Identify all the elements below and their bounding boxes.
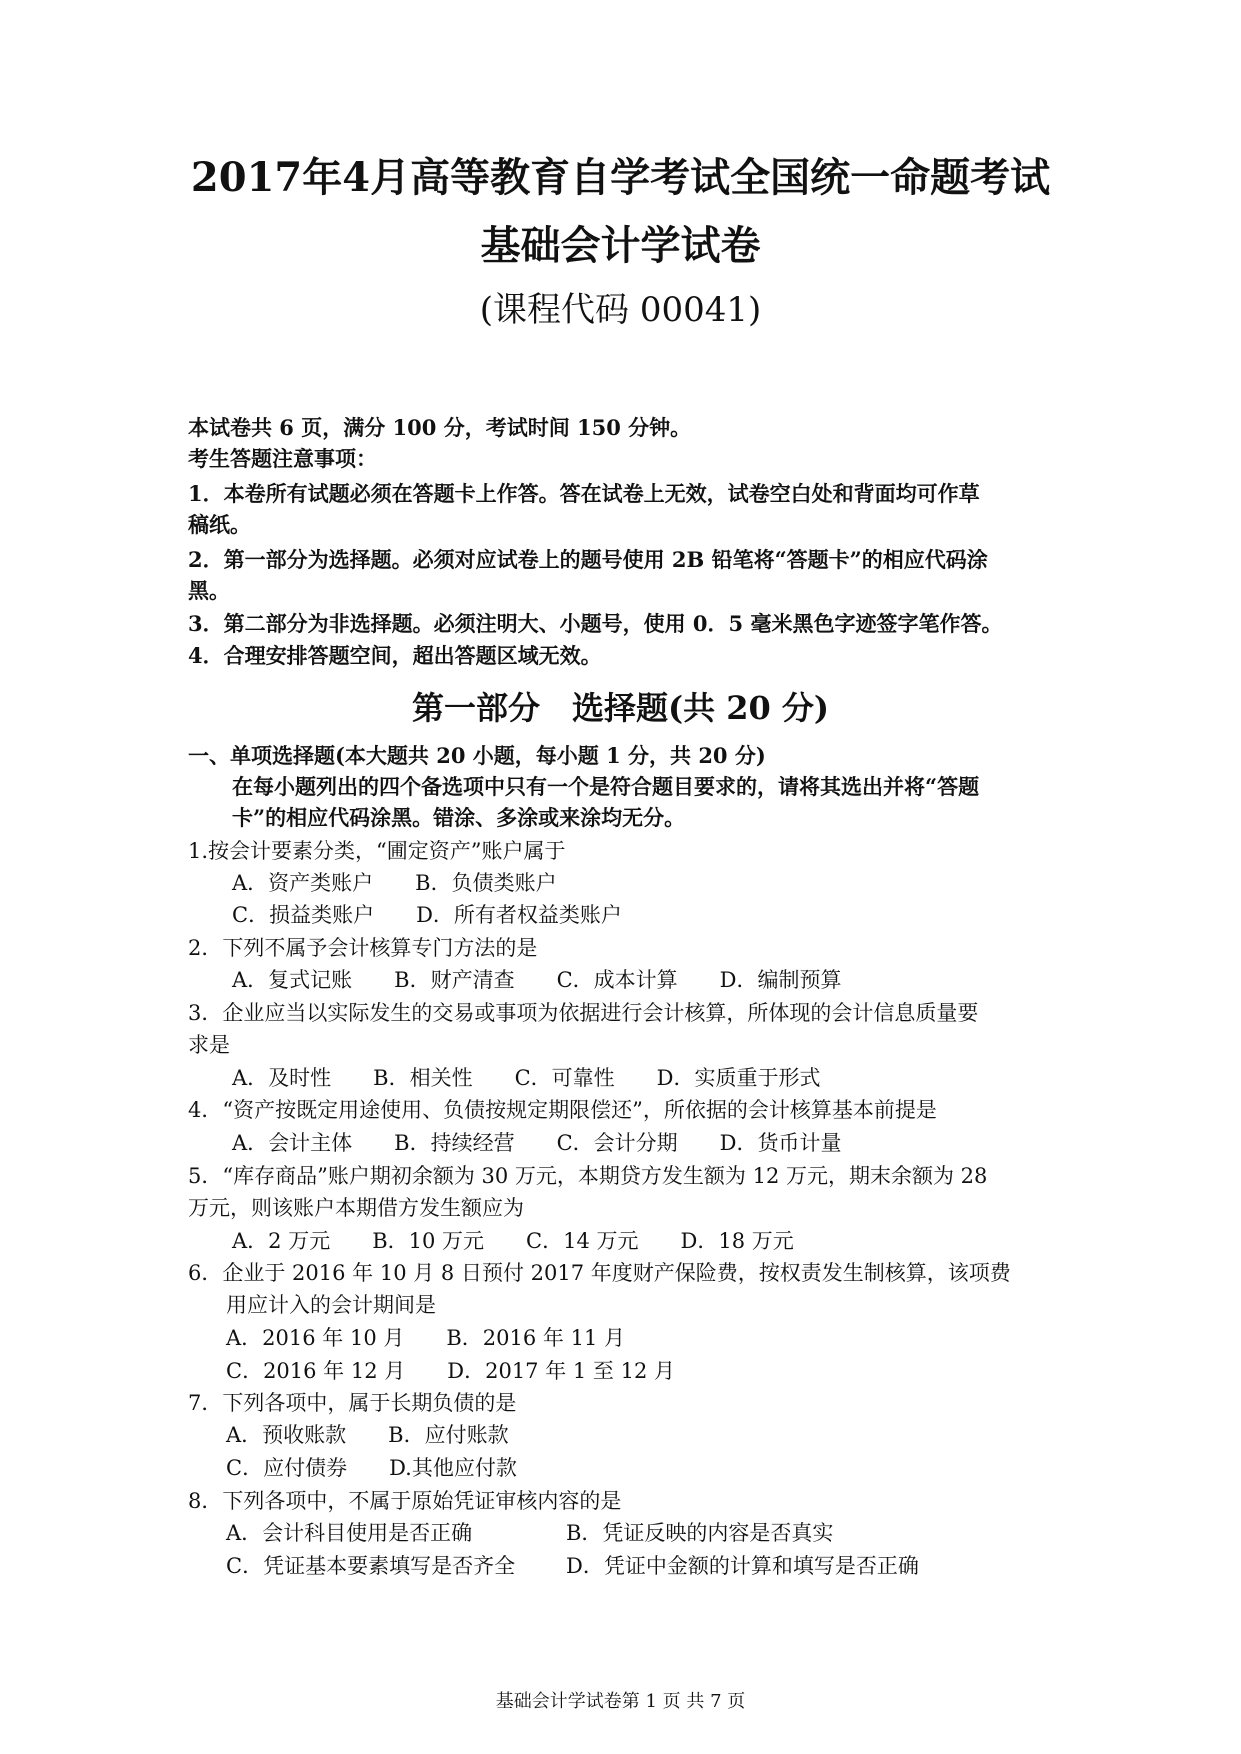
question-1-options-ab: A．资产类账户 B．负债类账户 — [232, 871, 557, 895]
notice-item-2-cont: 黑。 — [188, 578, 230, 603]
question-7-options-ab: A．预收账款 B．应付账款 — [226, 1423, 509, 1447]
question-6: 6．企业于 2016 年 10 月 8 日预付 2017 年度财产保险费，按权责发生制核算，该项费 — [188, 1261, 1011, 1285]
question-2-options: A．复式记账 B．财产清查 C．成本计算 D．编制预算 — [232, 968, 842, 992]
notice-item-3: 3．第二部分为非选择题。必须注明大、小题号，使用 0．5 毫米黑色字迹签字笔作答。 — [188, 611, 1003, 636]
question-3: 3．企业应当以实际发生的交易或事项为依据进行会计核算，所体现的会计信息质量要 — [188, 1001, 979, 1025]
course-code: (课程代码 00041) — [479, 290, 762, 330]
question-8-option-c: C．凭证基本要素填写是否齐全 — [226, 1554, 516, 1578]
question-2: 2．下列不属予会计核算专门方法的是 — [188, 936, 538, 960]
question-8-option-b: B．凭证反映的内容是否真实 — [566, 1521, 834, 1545]
question-5-cont: 万元，则该账户本期借方发生额应为 — [188, 1196, 524, 1220]
page-footer: 基础会计学试卷第 1 页 共 7 页 — [495, 1691, 746, 1712]
section-instruction-cont: 卡”的相应代码涂黑。错涂、多涂或来涂均无分。 — [232, 805, 686, 830]
question-8-option-d: D．凭证中金额的计算和填写是否正确 — [566, 1554, 919, 1578]
question-1: 1.按会计要素分类，“圃定资产”账户属于 — [188, 839, 566, 863]
question-1-options-cd: C．损益类账户 D．所有者权益类账户 — [232, 903, 622, 927]
exam-subtitle: 基础会计学试卷 — [480, 222, 761, 269]
question-4-options: A．会计主体 B．持续经营 C．会计分期 D．货币计量 — [232, 1131, 842, 1155]
question-7: 7．下列各项中，属于长期负债的是 — [188, 1391, 517, 1415]
question-3-options: A．及时性 B．相关性 C．可靠性 D．实质重于形式 — [232, 1066, 821, 1090]
section-instruction: 在每小题列出的四个备选项中只有一个是符合题目要求的，请将其选出并将“答题 — [232, 774, 980, 799]
part-heading: 第一部分 选择题(共 20 分) — [411, 689, 830, 727]
question-8-option-a: A．会计科目使用是否正确 — [226, 1521, 473, 1545]
question-8: 8．下列各项中，不属于原始凭证审核内容的是 — [188, 1489, 622, 1513]
question-5-options: A．2 万元 B．10 万元 C．14 万元 D．18 万元 — [232, 1229, 794, 1253]
question-7-options-cd: C．应付债券 D.其他应付款 — [226, 1456, 517, 1480]
question-5: 5．“库存商品”账户期初余额为 30 万元，本期贷方发生额为 12 万元，期末余额为 28 — [188, 1164, 988, 1188]
notice-item-1: 1．本卷所有试题必须在答题卡上作答。答在试卷上无效，试卷空白处和背面均可作草 — [188, 481, 980, 506]
section-heading: 一、单项选择题(本大题共 20 小题，每小题 1 分，共 20 分) — [188, 743, 766, 768]
question-6-options-cd: C．2016 年 12 月 D．2017 年 1 至 12 月 — [226, 1359, 675, 1383]
notice-item-1-cont: 稿纸。 — [188, 512, 251, 537]
question-3-cont: 求是 — [188, 1033, 230, 1057]
exam-title: 2017年4月高等教育自学考试全国统一命题考试 — [190, 154, 1051, 201]
question-6-options-ab: A．2016 年 10 月 B．2016 年 11 月 — [226, 1326, 625, 1350]
notice-item-2: 2．第一部分为选择题。必须对应试卷上的题号使用 2B 铅笔将“答题卡”的相应代码涂 — [188, 547, 988, 572]
question-6-cont: 用应计入的会计期间是 — [226, 1293, 436, 1317]
notice-line-heading: 考生答题注意事项： — [188, 446, 377, 471]
notice-line-pages: 本试卷共 6 页，满分 100 分，考试时间 150 分钟。 — [188, 415, 692, 440]
notice-item-4: 4．合理安排答题空间，超出答题区域无效。 — [188, 643, 602, 668]
question-4: 4．“资产按既定用途使用、负债按规定期限偿还”，所依据的会计核算基本前提是 — [188, 1098, 937, 1122]
